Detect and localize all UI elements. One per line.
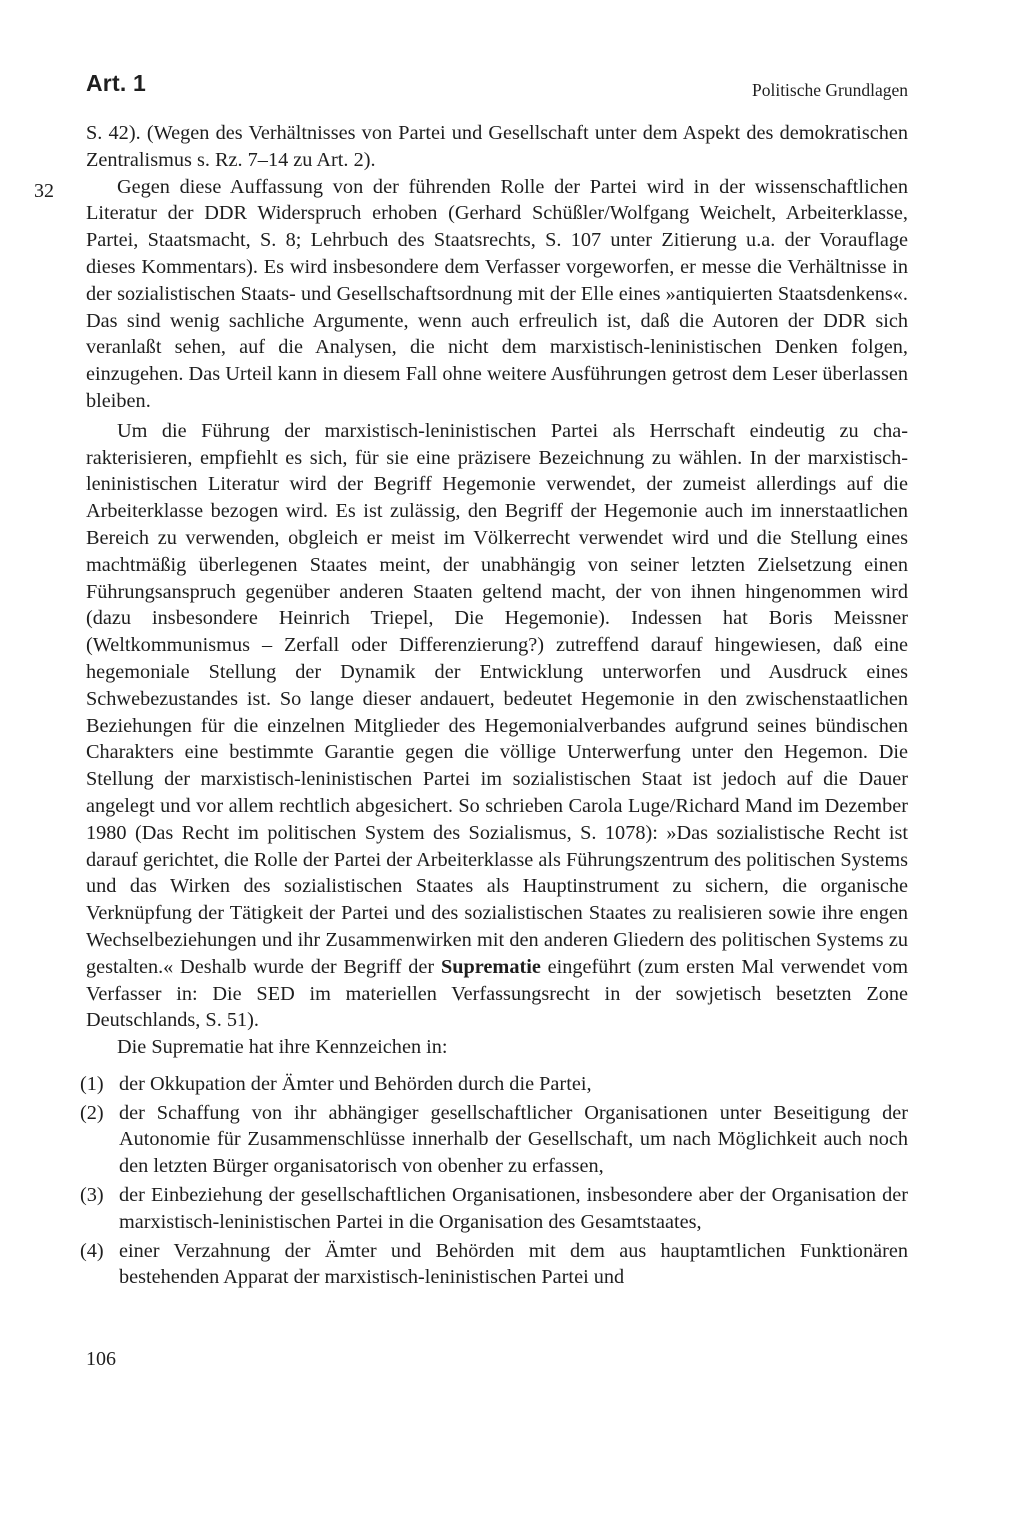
list-item-text: der Einbeziehung der gesellschaftlichen Organisationen, insbesondere aber der Organisation der marxistisch-leninistischen Partei in die Organisation des Gesamtstaates, — [119, 1184, 908, 1233]
list-item-text: der Schaffung von ihr abhängiger gesellschaftlicher Organisationen unter Beseitigung der Autonomie für Zusammenschlüsse innerhalb der Gesellschaft, um nach Möglichkeit auch noch den letzten Bürger organisatorisch von obenher zu erfassen, — [119, 1101, 908, 1178]
paragraph-hegemonie — [86, 418, 908, 1034]
paragraph-32: Gegen diese Auffassung von der führenden Rolle der Partei wird in der wissenschaftlichen Literatur der DDR Widerspruch erhoben (Gerhard Schüßler/Wolfgang Weichelt, Arbeiterklasse, Partei, Staatsmacht, S. 8; Lehrbuch des Staatsrechts, S. 107 unter Zitierung u.a. der Vorauflage dieses Kommentars). Es wird insbesondere dem Verfasser vorgeworfen, er messe die Verhältnisse in der sozialistischen Staats- und Gesellschaftsordnung mit der Elle eines »antiquierten Staatsdenkens«. Das sind wenig sachliche Argumente, wenn auch erfreulich ist, daß die Autoren der DDR sich veranlaßt sehen, auf die Analysen, die nicht dem marxistisch-leninistischen Denken folgen, einzugehen. Das Urteil kann in diesem Fall ohne weitere Ausführungen getrost dem Leser überlassen bleiben. — [86, 175, 908, 412]
list-item-number: (2) — [80, 1101, 104, 1124]
paragraph-kennzeichen: Die Suprematie hat ihre Kennzeichen in: — [117, 1036, 448, 1059]
body-text — [80, 120, 909, 1293]
paragraph-continued: S. 42). (Wegen des Verhältnisses von Partei und Gesellschaft unter dem Aspekt des demokratischen Zentralismus s. Rz. 7–14 zu Art. 2). — [86, 122, 908, 171]
list-item-text: der Okkupation der Ämter und Behörden durch die Partei, — [119, 1072, 592, 1095]
list-item-number: (1) — [80, 1072, 104, 1095]
paragraph-hegemonie-text: Um die Führung der marxistisch-leninistischen Partei als Herrschaft eindeutig zu charakterisieren, empfiehlt es sich, für sie eine präzisere Bezeichnung zu wählen. In der marxistisch-leninistischen Literatur wird der Begriff Hegemonie verwendet, der zumeist allerdings auf die Arbeiterklasse bezogen wird. Es ist zulässig, den Begriff der Hegemonie auch im innerstaatlichen Bereich zu verwenden, obgleich er meist im Völkerrecht verwendet wird und die Stellung eines machtmäßig überlegenen Staates meint, der unabhängig von seiner letzten Zielsetzung einen Führungsanspruch gegenüber anderen Staaten geltend macht, der von ihnen hingenommen wird (dazu insbesondere Heinrich Triepel, Die Hegemonie). Indessen hat Boris Meissner (Weltkommunismus – Zerfall oder Differenzierung?) zutreffend darauf hingewiesen, daß eine hegemoniale Stellung der Dynamik der Entwicklung unterworfen und Ausdruck eines Schwebezustandes ist. So lange dieser andauert, bedeutet Hegemonie in den zwischenstaatlichen Beziehungen für die einzelnen Mitglieder des Hegemonialverbandes aufgrund seines bündischen Charakters eine bestimmte Garantie gegen die völlige Unterwerfung unter den Hegemon. Die Stellung der marxistisch-leninistischen Partei im sozialistischen Staat ist jedoch auf die Dauer angelegt und vor allem rechtlich abgesichert. So schrieben Carola Luge/Richard Mand im Dezember 1980 (Das Recht im politischen System des Sozialismus, S. 1078): »Das sozialistische Recht ist darauf gerichtet, die Rolle der Partei der Arbeiterklasse als Führungszentrum des politischen Systems und das Wirken des sozialistischen Staates als Hauptinstrument zu sichern, die organische Verknüpfung der Tätigkeit der Partei und des sozialistischen Staates zu realisieren sowie ihre engen Wechselbeziehungen und ihr Zusammenwirken mit den anderen Gliedern des politischen Systems zu gestalten.« Deshalb wurde der Begriff der — [86, 419, 908, 978]
running-header-section-title: Politische Grundlagen — [751, 80, 908, 100]
list-item — [80, 1182, 908, 1236]
page-number: 106 — [86, 1348, 116, 1370]
kennzeichen-list — [80, 1071, 908, 1291]
list-item-number: (4) — [80, 1239, 104, 1262]
margin-number: 32 — [34, 180, 54, 202]
list-item — [80, 1238, 908, 1292]
list-item-text: einer Verzahnung der Ämter und Behörden mit dem aus hauptamtlichen Funktionären bestehenden Apparat der marxistisch-leninistischen Partei und — [119, 1239, 908, 1289]
list-item — [80, 1071, 908, 1098]
list-item-number: (3) — [80, 1184, 104, 1207]
running-header-article: Art. 1 — [86, 70, 146, 96]
bold-term-suprematie: Suprematie — [440, 955, 541, 978]
list-item — [80, 1100, 908, 1180]
paragraph-hegemonie-text-end: eingeführt (zum ersten Mal verwendet vom Verfasser in: Die SED im materiellen Verfassungsrecht in der sowjetisch besetzten Zone Deutschlands, S. 51). — [86, 955, 909, 1032]
